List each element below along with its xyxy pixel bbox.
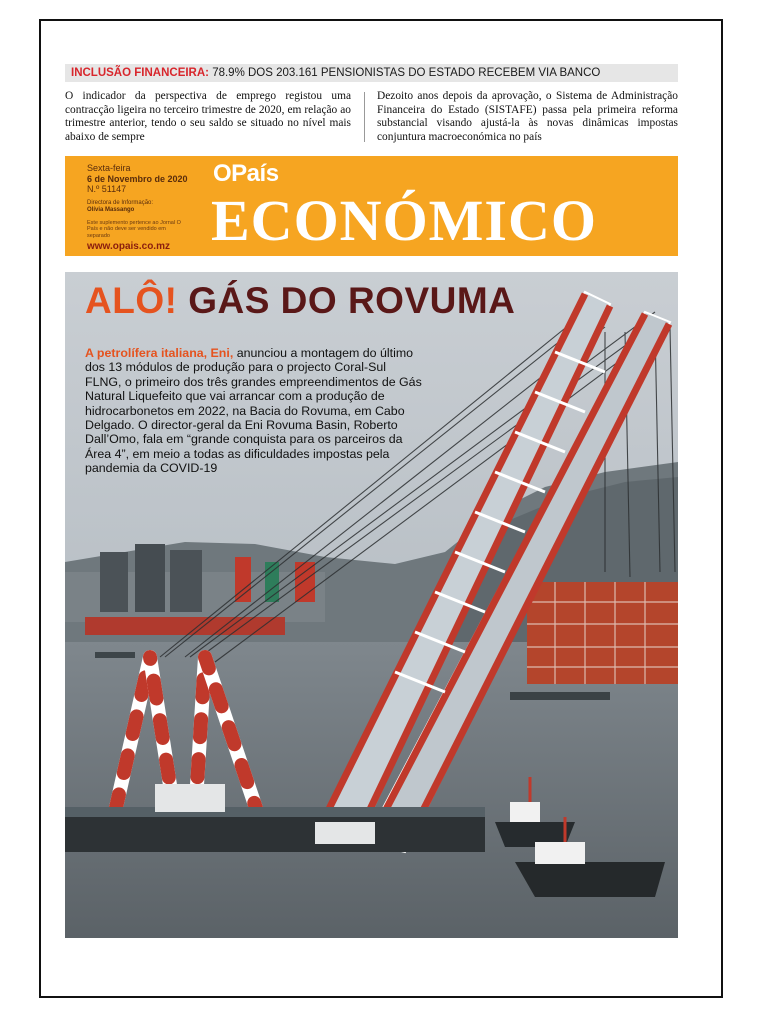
- brand-logo-small: OPaís: [213, 160, 279, 187]
- weekday: Sexta-feira: [87, 163, 131, 173]
- website-link[interactable]: www.opais.co.mz: [87, 241, 170, 252]
- masthead: [65, 156, 678, 256]
- issue-number: N.º 51147: [87, 184, 127, 194]
- ticker-text: 78.9% DOS 203.161 PENSIONISTAS DO ESTADO RECEBEM VIA BANCO: [209, 67, 601, 79]
- story-headline[interactable]: [85, 280, 515, 322]
- issue-date: 6 de Novembro de 2020: [87, 173, 188, 184]
- story-lede[interactable]: [85, 346, 425, 476]
- teaser-right[interactable]: Dezoito anos depois da aprovação, o Sistema de Administração Financeira do Estado (SISTAFE) passa pela primeira reforma substancial visando ajustá-la às novas dinâmicas impostas conjuntura macroeconómica no país: [377, 90, 678, 143]
- cover-photo: [65, 272, 678, 938]
- teaser-left[interactable]: O indicador da perspectiva de emprego registou uma contracção ligeira no terceiro trimestre de 2020, em relação ao trimestre anterior, tendo o seu saldo se situado no nível mais abaixo de sempre: [65, 90, 351, 143]
- headline-exclamation: ALÔ!: [85, 280, 178, 321]
- ticker-bar[interactable]: [65, 64, 678, 82]
- column-divider: [364, 92, 365, 142]
- director-name: Olívia Massango: [87, 206, 135, 213]
- lede-body: anunciou a montagem do último dos 13 módulos de produção para o projecto Coral-Sul FLNG, o primeiro dos três grandes empreendimentos de Gás Natural Liquefeito que vai arrancar com a produção de hidrocarbonetos em 2022, na Bacia do Rovuma, em Cabo Delgado. O director-geral da Eni Rovuma Basin, Roberto Dall’Omo, fala em “grande conquista para os parceiros da Área 4”, em meio a todas as dificuldades impostas pela pandemia da COVID-19: [85, 346, 422, 476]
- headline-main: GÁS DO ROVUMA: [188, 280, 516, 321]
- lede-lead: A petrolífera italiana, Eni,: [85, 346, 234, 360]
- topside-module: [527, 582, 678, 684]
- ticker-label: INCLUSÃO FINANCEIRA:: [71, 67, 209, 79]
- supplement-note: Este suplemento pertence ao Jornal O País e não deve ser vendido em separado: [87, 219, 181, 239]
- brand-title: ECONÓMICO: [211, 188, 597, 253]
- masthead-info: [87, 163, 188, 253]
- director-label: Directora de Informação:: [87, 199, 154, 206]
